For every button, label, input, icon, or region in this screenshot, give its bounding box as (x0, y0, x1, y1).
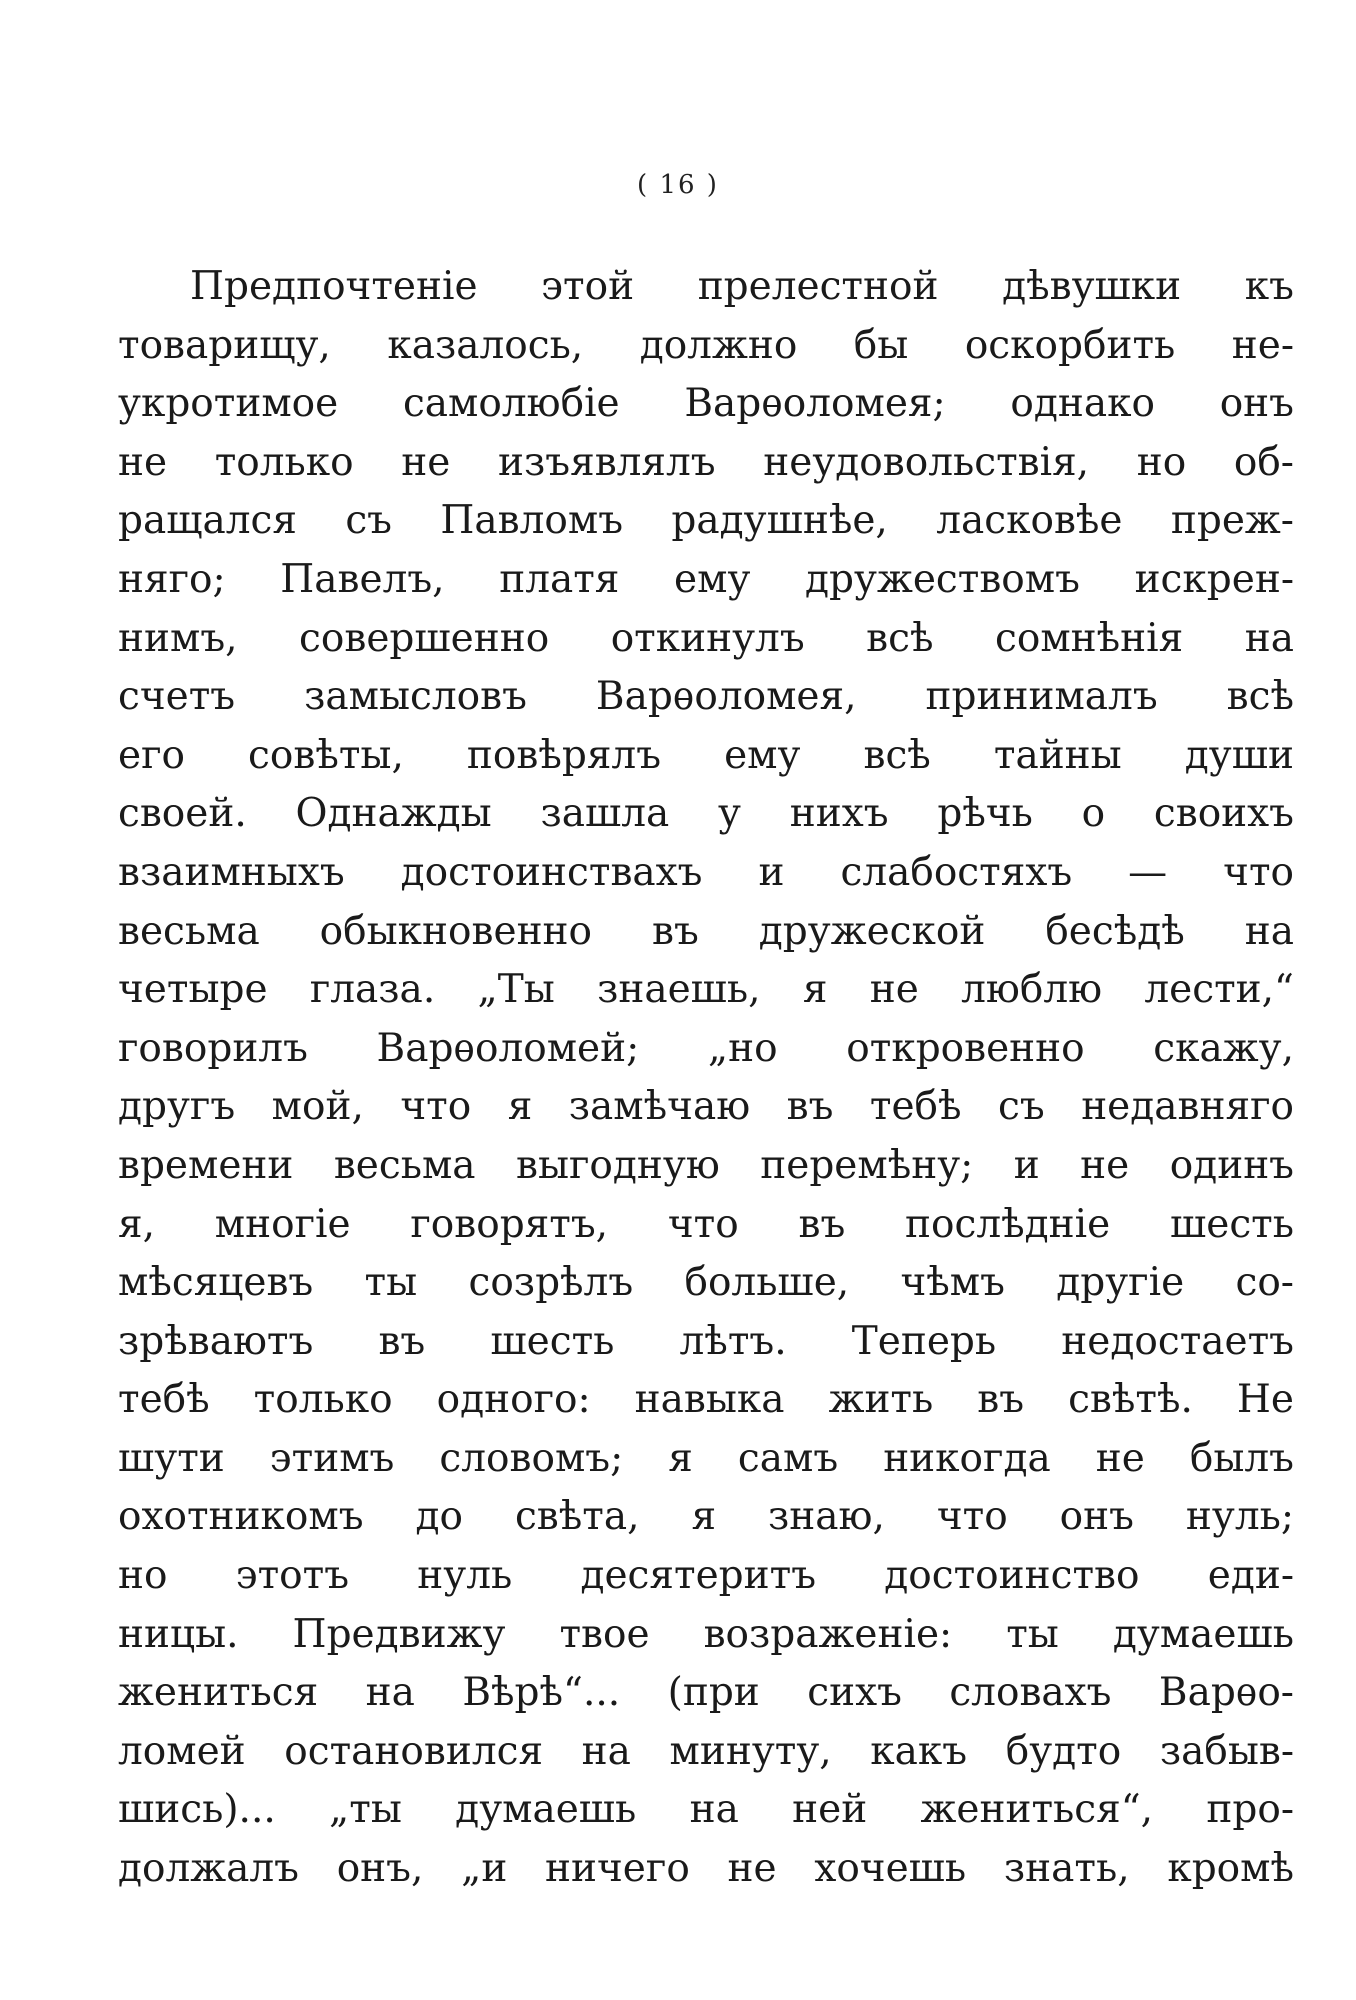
text-line: но этотъ нуль десятеритъ достоинство еди- (118, 1553, 1294, 1599)
text-line: зрѣваютъ въ шесть лѣтъ. Теперь недостаетъ (118, 1318, 1294, 1364)
text-line: другъ мой, что я замѣчаю въ тебѣ съ недавняго (118, 1084, 1294, 1130)
text-line: четыре глаза. „Ты знаешь, я не люблю лести,“ (118, 967, 1294, 1013)
text-line: Предпочтеніе этой прелестной дѣвушки къ (190, 264, 1294, 309)
text-line: времени весьма выгодную перемѣну; и не одинъ (118, 1142, 1294, 1188)
text-line: мѣсяцевъ ты созрѣлъ больше, чѣмъ другіе со- (118, 1260, 1294, 1306)
text-line: товарищу, казалось, должно бы оскорбить не- (118, 322, 1294, 368)
text-line: шути этимъ словомъ; я самъ никогда не былъ (118, 1435, 1294, 1481)
text-line: взаимныхъ достоинствахъ и слабостяхъ — что (118, 849, 1294, 895)
text-line: я, многіе говорятъ, что въ послѣдніе шесть (118, 1201, 1294, 1247)
text-line: укротимое самолюбіе Варѳоломея; однако онъ (118, 381, 1294, 427)
text-line: няго; Павелъ, платя ему дружествомъ искрен- (118, 556, 1294, 602)
text-line: счетъ замысловъ Варѳоломея, принималъ всѣ (118, 674, 1294, 720)
text-line: нимъ, совершенно откинулъ всѣ сомнѣнія на (118, 615, 1294, 661)
text-line: жениться на Вѣрѣ“... (при сихъ словахъ Варѳо- (118, 1670, 1294, 1716)
text-line: должалъ онъ, „и ничего не хочешь знать, кромѣ (118, 1846, 1294, 1892)
page-number: ( 16 ) (637, 170, 719, 200)
text-line: весьма обыкновенно въ дружеской бесѣдѣ на (118, 908, 1294, 954)
text-line: своей. Однажды зашла у нихъ рѣчь о своихъ (118, 791, 1294, 837)
text-line: охотникомъ до свѣта, я знаю, что онъ нуль; (118, 1494, 1294, 1540)
text-line: ращался съ Павломъ радушнѣе, ласковѣе преж- (118, 498, 1294, 544)
text-line: не только не изъявлялъ неудовольствія, но об- (118, 439, 1294, 485)
text-line: тебѣ только одного: навыка жить въ свѣтѣ. Не (118, 1377, 1294, 1423)
text-line: говорилъ Варѳоломей; „но откровенно скажу, (118, 1025, 1294, 1071)
text-line: ницы. Предвижу твое возраженіе: ты думаешь (118, 1611, 1294, 1657)
text-line: его совѣты, повѣрялъ ему всѣ тайны души (118, 732, 1294, 778)
text-line: шись)... „ты думаешь на ней жениться“, про- (118, 1787, 1294, 1833)
text-line: ломей остановился на минуту, какъ будто забыв- (118, 1728, 1294, 1774)
body-text (118, 258, 1294, 1899)
